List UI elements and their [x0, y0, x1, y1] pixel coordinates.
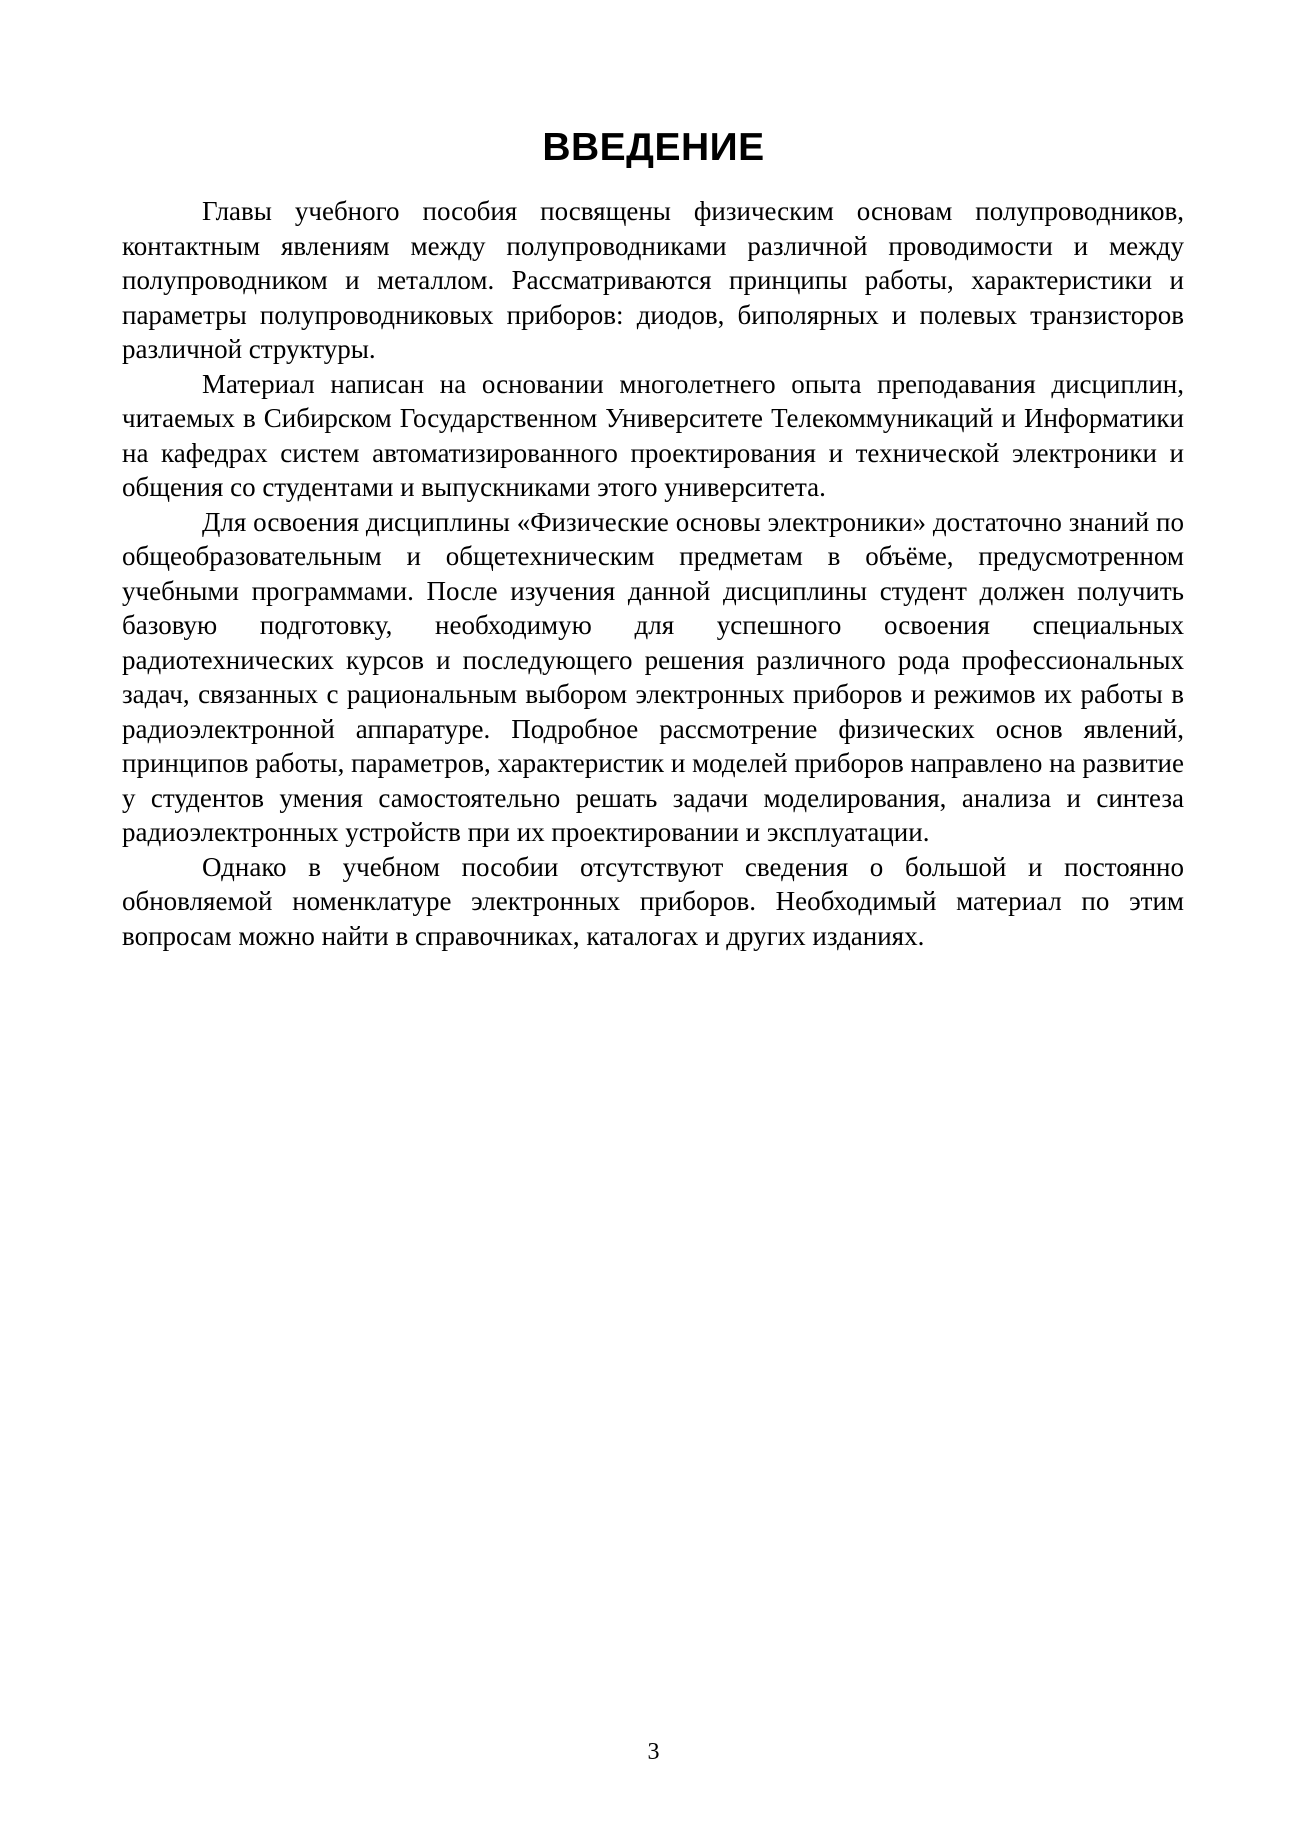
paragraph-3: Для освоения дисциплины «Физические основы электроники» достаточно знаний по общеобразовательным и общетехническим предметам в объёме, предусмотренном учебными программами. После изучения данной дисциплины студент должен получить базовую подготовку, необходимую для успешного освоения специальных радиотехнических курсов и последующего решения различного рода профессиональных задач, связанных с рациональным выбором электронных приборов и режимов их работы в радиоэлектронной аппаратуре. Подробное рассмотрение физических основ явлений, принципов работы, параметров, характеристик и моделей приборов направлено на развитие у студентов умения самостоятельно решать задачи моделирования, анализа и синтеза радиоэлектронных устройств при их проектировании и эксплуатации. — [122, 506, 1184, 847]
paragraph-4: Однако в учебном пособии отсутствуют сведения о большой и постоянно обновляемой номенклатуре электронных приборов. Необходимый материал по этим вопросам можно найти в справочниках, каталогах и других изданиях. — [122, 851, 1184, 951]
page-number: 3 — [647, 1739, 660, 1765]
paragraph-2: Материал написан на основании многолетнего опыта преподавания дисциплин, читаемых в Сибирском Государственном Университете Телекоммуникаций и Информатики на кафедрах систем автоматизированного проектирования и технической электроники и общения со студентами и выпускниками этого университета. — [122, 368, 1184, 502]
page-title: ВВЕДЕНИЕ — [542, 126, 765, 169]
paragraph-1: Главы учебного пособия посвящены физическим основам полупроводников, контактным явлениям между полупроводниками различной проводимости и между полупроводником и металлом. Рассматриваются принципы работы, характеристики и параметры полупроводниковых приборов: диодов, биполярных и полевых транзисторов различной структуры. — [122, 196, 1184, 364]
body-text — [122, 194, 1184, 953]
